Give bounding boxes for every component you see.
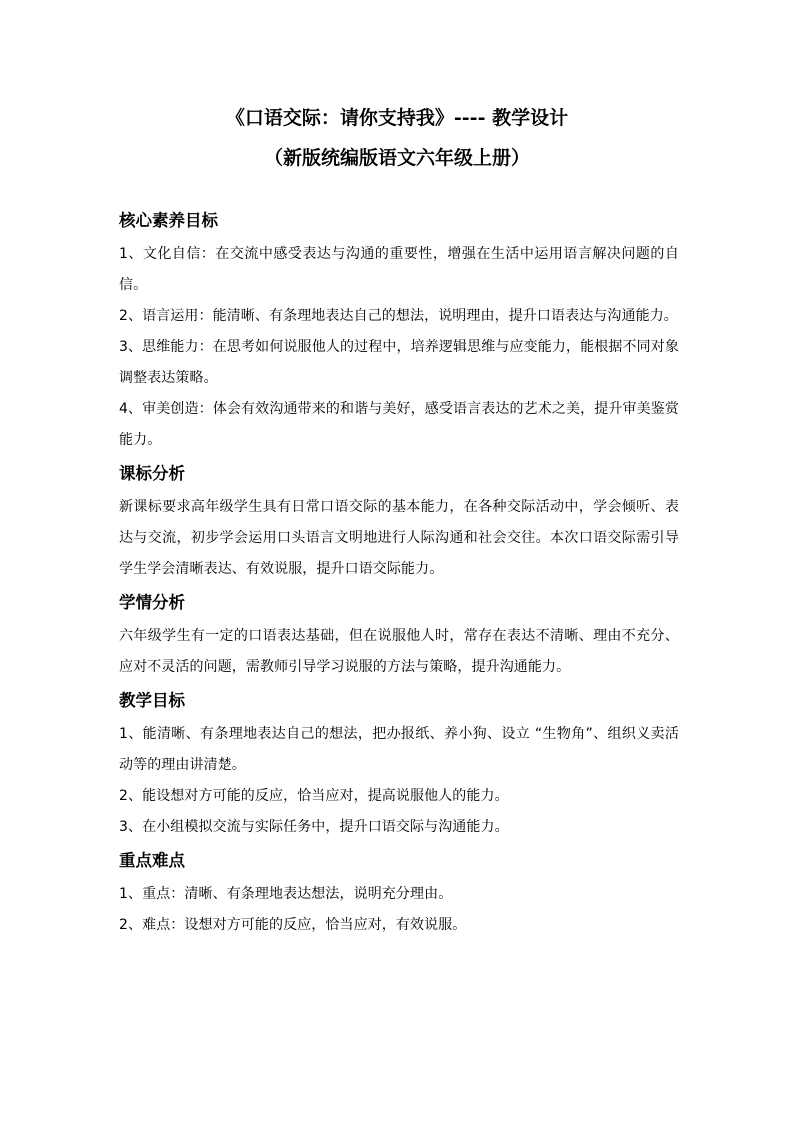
- section-core-goals: [119, 203, 679, 456]
- section-students: [119, 585, 679, 683]
- objective-item-3: 3、在小组模拟交流与实际任务中，提升口语交际与沟通能力。: [119, 819, 509, 835]
- key-point-item-2: 2、难点：设想对方可能的反应，恰当应对，有效说服。: [119, 917, 467, 933]
- goal-item-3: 3、思维能力：在思考如何说服他人的过程中，培养逻辑思维与应变能力，能根据不同对象调整表达策略。: [119, 339, 679, 386]
- curriculum-paragraph: 新课标要求高年级学生具有日常口语交际的基本能力，在各种交际活动中，学会倾听、表达与交流，初步学会运用口头语言文明地进行人际沟通和社会交往。本次口语交际需引导学生学会清晰表达、有效说服，提升口语交际能力。: [119, 499, 679, 577]
- section-key-points: [119, 843, 679, 941]
- objective-item-2: 2、能设想对方可能的反应，恰当应对，提高说服他人的能力。: [119, 788, 509, 804]
- section-heading-students: 学情分析: [119, 593, 185, 612]
- document-body: [119, 203, 679, 941]
- document-subtitle: （新版统编版语文六年级上册）: [263, 147, 530, 169]
- goal-item-2: 2、语言运用：能清晰、有条理地表达自己的想法，说明理由，提升口语表达与沟通能力。: [119, 308, 678, 324]
- students-paragraph: 六年级学生有一定的口语表达基础，但在说服他人时，常存在表达不清晰、理由不充分、应对不灵活的问题，需教师引导学习说服的方法与策略，提升沟通能力。: [119, 628, 679, 675]
- key-point-item-1: 1、重点：清晰、有条理地表达想法，说明充分理由。: [119, 886, 453, 902]
- document-title: 《口语交际：请你支持我》---- 教学设计: [225, 107, 569, 129]
- goal-item-1: 1、文化自信：在交流中感受表达与沟通的重要性，增强在生活中运用语言解决问题的自信。: [119, 246, 679, 293]
- section-heading-objectives: 教学目标: [119, 691, 185, 710]
- objective-item-1: 1、能清晰、有条理地表达自己的想法，把办报纸、养小狗、设立 “生物角”、组织义卖活动等的理由讲清楚。: [119, 726, 679, 773]
- section-heading-key-points: 重点难点: [119, 851, 185, 870]
- goal-item-4: 4、审美创造：体会有效沟通带来的和谐与美好，感受语言表达的艺术之美，提升审美鉴赏能力。: [119, 401, 679, 448]
- section-heading-core-goals: 核心素养目标: [119, 211, 218, 230]
- section-curriculum: [119, 456, 679, 585]
- section-heading-curriculum: 课标分析: [119, 464, 185, 483]
- section-objectives: [119, 683, 679, 843]
